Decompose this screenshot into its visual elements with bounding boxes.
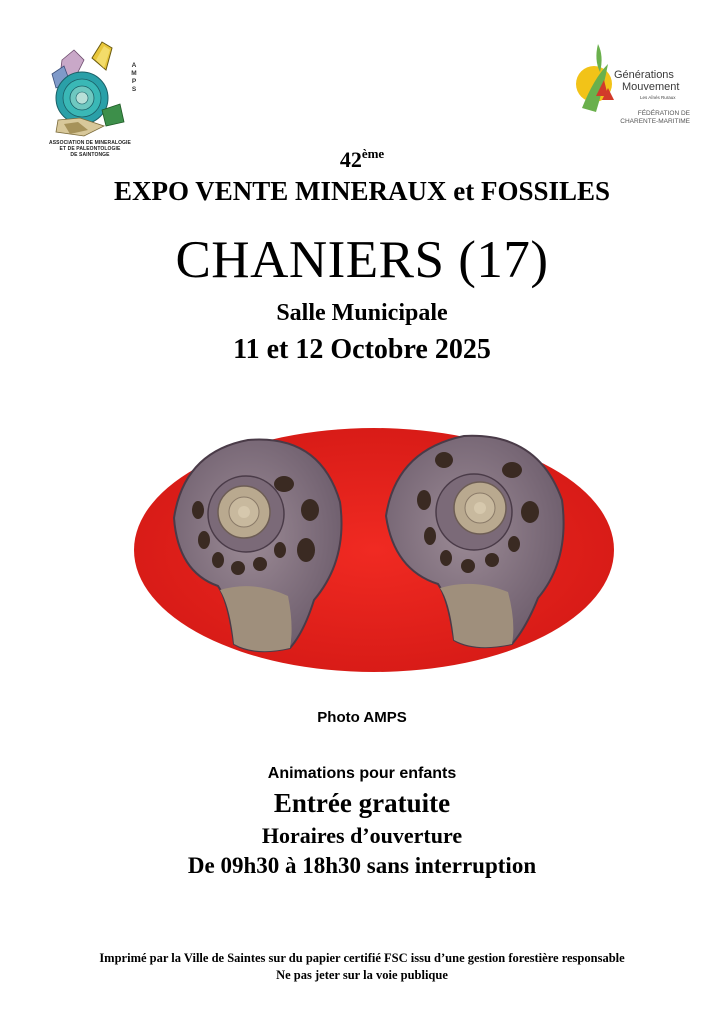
ammonite-crystal-logo-icon (44, 40, 128, 140)
opening-hours: De 09h30 à 18h30 sans interruption (187, 853, 537, 878)
event-city: CHANIERS (17) (175, 231, 549, 289)
hours-title: Horaires d’ouverture (261, 823, 463, 848)
event-dates: 11 et 12 Octobre 2025 (233, 334, 491, 365)
ammonite-photo (134, 400, 614, 700)
gm-title-line1: Générations (614, 69, 674, 81)
ammonite-fossils-image (134, 400, 614, 700)
gm-title-line2: Mouvement (622, 81, 680, 93)
generations-mouvement-logo (574, 42, 694, 134)
footer-litter-notice: Ne pas jeter sur la voie publique (276, 968, 448, 982)
amps-letters: A M P S (131, 62, 137, 93)
entry-text: Entrée gratuite (273, 788, 451, 818)
edition-suffix: ème (361, 146, 385, 161)
edition-number: 42ème (339, 146, 385, 172)
event-title: EXPO VENTE MINERAUX et FOSSILES (113, 176, 611, 206)
footer-print-notice: Imprimé par la Ville de Saintes sur du papier certifié FSC issu d’une gestion forestière responsable (99, 951, 625, 965)
amps-caption: ASSOCIATION DE MINERALOGIE ET DE PALEONTOLOGIE DE SAINTONGE (49, 140, 131, 158)
event-venue: Salle Municipale (276, 300, 448, 326)
animations-text: Animations pour enfants (267, 765, 457, 782)
photo-credit: Photo AMPS (317, 709, 407, 726)
gm-subtitle: Les Aînés Ruraux (640, 95, 676, 100)
gm-federation: FÉDÉRATION DE CHARENTE-MARITIME (620, 110, 690, 125)
